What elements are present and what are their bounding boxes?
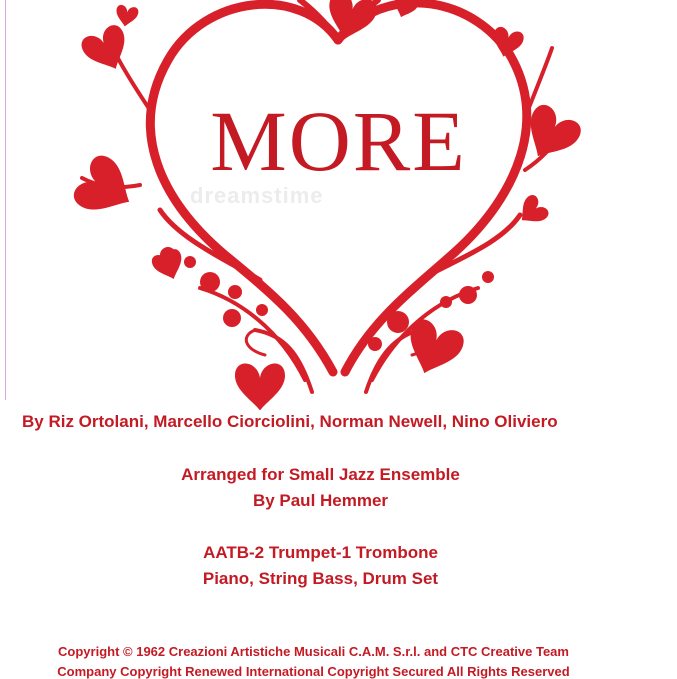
title: MORE [210,93,467,189]
arrangement-line: Arranged for Small Jazz Ensemble [181,465,460,484]
instrumentation-line-1: AATB-2 Trumpet-1 Trombone [203,543,438,562]
composers-credit: By Riz Ortolani, Marcello Ciorciolini, Norman Newell, Nino Oliviero [22,412,558,431]
watermark: dreamstime [190,183,324,208]
copyright-line-1: Copyright © 1962 Creazioni Artistiche Musicali C.A.M. S.r.l. and CTC Creative Team [58,644,569,659]
copyright-line-2: Company Copyright Renewed International Copyright Secured All Rights Reserved [57,664,570,679]
arranger-credit: By Paul Hemmer [252,491,389,510]
instrumentation-line-2: Piano, String Bass, Drum Set [202,569,439,588]
